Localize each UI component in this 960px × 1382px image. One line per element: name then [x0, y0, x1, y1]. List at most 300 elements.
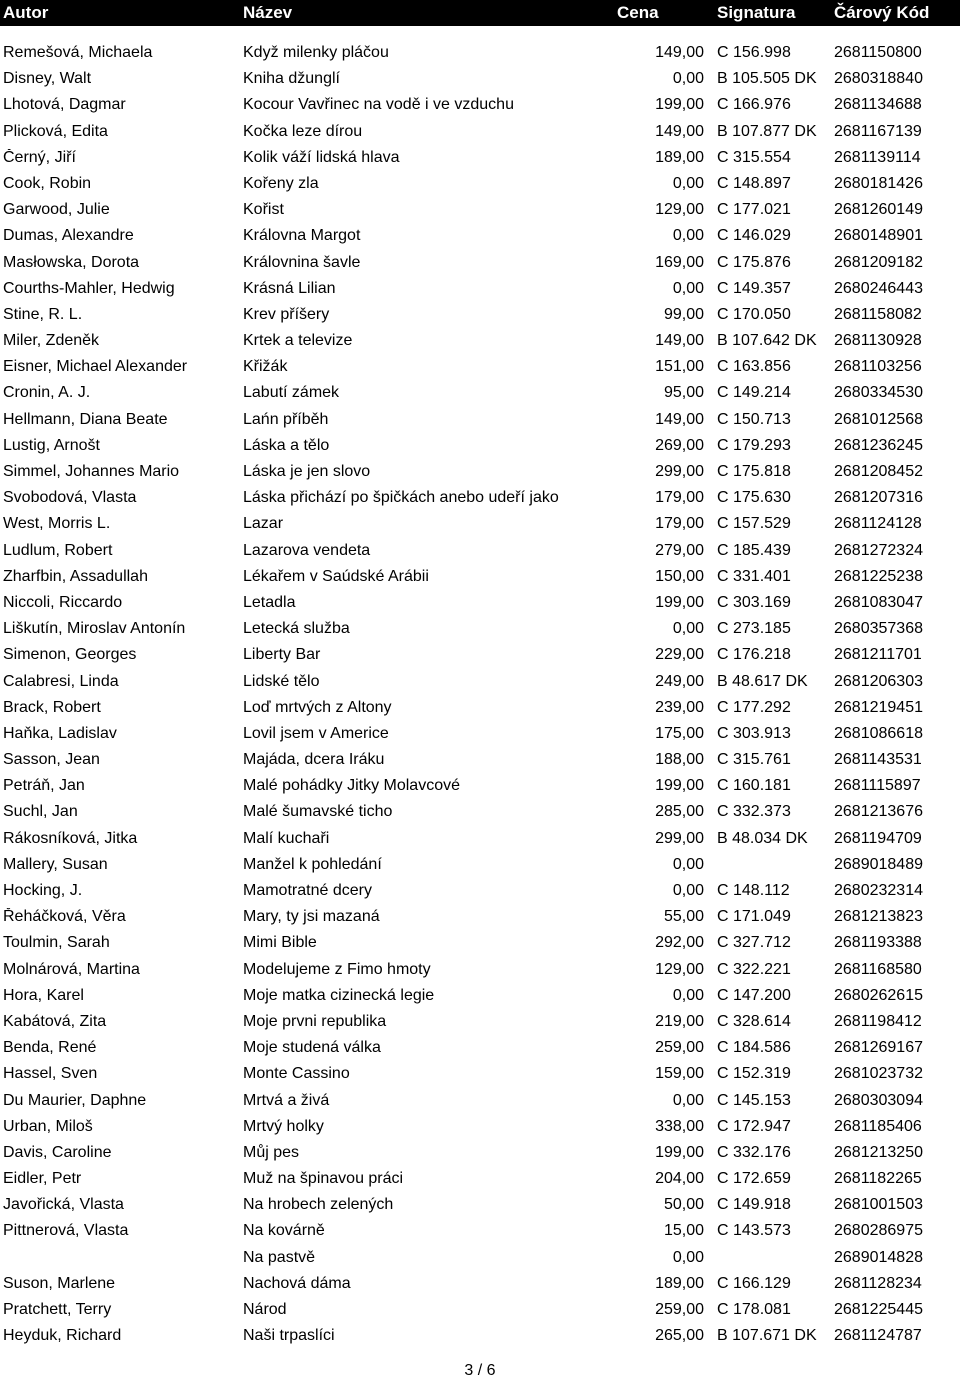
barcode-cell: 2681213250 — [834, 1143, 923, 1161]
author-cell: Hassel, Sven — [3, 1065, 98, 1083]
table-row — [0, 328, 960, 354]
author-cell: Brack, Robert — [3, 698, 101, 716]
author-cell: Urban, Miloš — [3, 1117, 93, 1135]
price-cell: 50,00 — [663, 1196, 704, 1214]
table-row — [0, 1140, 960, 1166]
title-cell: Lazar — [243, 515, 284, 533]
author-cell: Heyduk, Richard — [3, 1327, 122, 1345]
barcode-cell: 2681182265 — [834, 1170, 922, 1188]
title-cell: Kořist — [243, 201, 284, 219]
barcode-cell: 2681167139 — [834, 122, 922, 140]
title-cell: Krásná Lilian — [243, 279, 336, 297]
title-cell: Lańn příběh — [243, 410, 329, 428]
title-cell: Loď mrtvých z Altony — [243, 698, 392, 716]
barcode-cell: 2680246443 — [834, 279, 923, 297]
title-cell: Na hrobech zelených — [243, 1196, 394, 1214]
signature-cell: B 107.671 DK — [717, 1327, 817, 1345]
signature-cell: B 107.642 DK — [717, 332, 817, 350]
signature-cell: C 175.818 — [717, 463, 791, 480]
price-cell: 179,00 — [655, 515, 704, 533]
author-cell: Pittnerová, Vlasta — [3, 1222, 129, 1240]
signature-cell: B 48.034 DK — [717, 829, 808, 847]
price-cell: 159,00 — [655, 1065, 704, 1083]
price-cell: 179,00 — [655, 489, 704, 507]
price-cell: 299,00 — [655, 463, 704, 480]
title-cell: Naši trpaslíci — [243, 1327, 335, 1345]
price-cell: 269,00 — [655, 436, 704, 454]
table-row — [0, 223, 960, 249]
header-nazev: Název — [243, 3, 293, 22]
author-cell: Haňka, Ladislav — [3, 724, 117, 742]
signature-cell: C 143.573 — [717, 1222, 791, 1240]
author-cell: West, Morris L. — [3, 515, 111, 533]
title-cell: Krtek a televize — [243, 332, 353, 350]
barcode-cell: 2681225238 — [834, 567, 923, 585]
barcode-cell: 2681198412 — [834, 1012, 922, 1030]
title-cell: Láska je jen slovo — [243, 463, 371, 480]
header-signatura: Signatura — [717, 3, 796, 22]
price-cell: 229,00 — [655, 646, 704, 664]
price-cell: 279,00 — [655, 541, 704, 559]
author-cell: Pratchett, Terry — [3, 1301, 112, 1318]
signature-cell: C 273.185 — [717, 620, 791, 638]
table-row — [0, 92, 960, 118]
price-cell: 169,00 — [655, 253, 704, 271]
signature-cell: B 107.877 DK — [717, 122, 817, 140]
price-cell: 150,00 — [655, 567, 704, 585]
signature-cell: C 149.918 — [717, 1196, 791, 1214]
title-cell: Mrtvý holky — [243, 1117, 324, 1135]
signature-cell: B 48.617 DK — [717, 672, 808, 690]
title-cell: Můj pes — [243, 1143, 300, 1161]
price-cell: 338,00 — [655, 1117, 704, 1135]
table-row — [0, 616, 960, 642]
price-cell: 129,00 — [655, 960, 704, 978]
table-row — [0, 669, 960, 695]
table-row — [0, 1323, 960, 1349]
author-cell: Simenon, Georges — [3, 646, 137, 664]
barcode-cell: 2681115897 — [834, 777, 921, 795]
signature-cell: C 331.401 — [717, 567, 791, 585]
title-cell: Letadla — [243, 593, 296, 611]
barcode-cell: 2680334530 — [834, 384, 923, 402]
table-row — [0, 1061, 960, 1087]
table-row — [0, 407, 960, 433]
price-cell: 204,00 — [655, 1170, 704, 1188]
signature-cell: C 327.712 — [717, 934, 791, 952]
price-cell: 259,00 — [655, 1039, 704, 1057]
signature-cell: C 157.529 — [717, 515, 791, 533]
barcode-cell: 2681194709 — [834, 829, 922, 847]
title-cell: Modelujeme z Fimo hmoty — [243, 960, 431, 978]
table-row — [0, 799, 960, 825]
header-autor: Autor — [3, 3, 49, 22]
table-row — [0, 171, 960, 197]
table-row — [0, 354, 960, 380]
page-number: 3 / 6 — [464, 1362, 496, 1379]
barcode-cell: 2681206303 — [834, 672, 923, 690]
table-row — [0, 40, 960, 66]
barcode-cell: 2681023732 — [834, 1065, 923, 1083]
barcode-cell: 2681130928 — [834, 332, 922, 350]
author-cell: Lhotová, Dagmar — [3, 96, 126, 114]
barcode-cell: 2681211701 — [834, 646, 922, 664]
price-cell: 189,00 — [655, 1274, 704, 1292]
title-cell: Lovil jsem v Americe — [243, 724, 389, 742]
title-cell: Královnina šavle — [243, 253, 361, 271]
barcode-cell: 2681260149 — [834, 201, 923, 219]
price-cell: 149,00 — [655, 122, 704, 140]
price-cell: 219,00 — [655, 1012, 704, 1030]
price-cell: 0,00 — [672, 620, 704, 638]
signature-cell: C 185.439 — [717, 541, 791, 559]
price-cell: 0,00 — [672, 1248, 704, 1266]
price-cell: 0,00 — [672, 70, 704, 88]
price-cell: 0,00 — [672, 279, 704, 297]
price-cell: 95,00 — [663, 384, 704, 402]
table-row — [0, 930, 960, 956]
title-cell: Muž na špinavou práci — [243, 1170, 404, 1188]
author-cell: Mallery, Susan — [3, 855, 108, 873]
barcode-cell: 2681207316 — [834, 489, 923, 507]
price-cell: 15,00 — [663, 1222, 704, 1240]
barcode-cell: 2681193388 — [834, 934, 922, 952]
title-cell: Moje prvni republika — [243, 1012, 387, 1030]
price-cell: 199,00 — [655, 1143, 704, 1161]
signature-cell: C 177.021 — [717, 201, 791, 219]
price-cell: 55,00 — [663, 908, 704, 926]
header-kod: Čárový Kód — [834, 3, 930, 22]
barcode-cell: 2681236245 — [834, 436, 923, 454]
title-cell: Mimi Bible — [243, 934, 317, 952]
title-cell: Mary, ty jsi mazaná — [243, 908, 380, 926]
signature-cell: C 160.181 — [717, 777, 791, 795]
table-row — [0, 1088, 960, 1114]
title-cell: Lidské tělo — [243, 672, 320, 690]
barcode-cell: 2681139114 — [834, 148, 921, 166]
barcode-cell: 2680318840 — [834, 70, 923, 88]
title-cell: Kolik váží lidská hlava — [243, 148, 400, 166]
title-cell: Malé šumavské ticho — [243, 803, 393, 821]
table-row — [0, 250, 960, 276]
price-cell: 249,00 — [655, 672, 704, 690]
barcode-cell: 2681134688 — [834, 96, 922, 114]
signature-cell: C 156.998 — [717, 44, 791, 61]
table-row — [0, 642, 960, 668]
signature-cell: C 184.586 — [717, 1039, 791, 1057]
signature-cell: C 148.112 — [717, 882, 790, 899]
author-cell: Rákosníková, Jitka — [3, 829, 138, 847]
title-cell: Když milenky pláčou — [243, 44, 389, 61]
title-cell: Kocour Vavřinec na vodě i ve vzduchu — [243, 96, 514, 114]
barcode-cell: 2681168580 — [834, 960, 922, 978]
table-row — [0, 721, 960, 747]
signature-cell: C 172.947 — [717, 1117, 791, 1135]
barcode-cell: 2681269167 — [834, 1039, 923, 1057]
price-cell: 0,00 — [672, 227, 704, 245]
title-cell: Láska přichází po špičkách anebo udeří jako — [243, 489, 559, 507]
table-row — [0, 1192, 960, 1218]
signature-cell: C 163.856 — [717, 358, 791, 376]
signature-cell: C 175.876 — [717, 253, 791, 271]
table-row — [0, 145, 960, 171]
table-row — [0, 1218, 960, 1244]
author-cell: Molnárová, Martina — [3, 960, 140, 978]
table-row — [0, 1297, 960, 1323]
barcode-cell: 2681213823 — [834, 908, 923, 926]
barcode-cell: 2680181426 — [834, 174, 923, 192]
price-cell: 129,00 — [655, 201, 704, 219]
author-cell: Ludlum, Robert — [3, 541, 113, 559]
author-cell: Řeháčková, Věra — [3, 908, 126, 926]
author-cell: Disney, Walt — [3, 70, 92, 88]
price-cell: 199,00 — [655, 593, 704, 611]
table-body — [0, 40, 960, 1349]
barcode-cell: 2681124128 — [834, 515, 922, 533]
signature-cell: C 149.214 — [717, 384, 791, 402]
title-cell: Mrtvá a živá — [243, 1091, 330, 1109]
title-cell: Moje matka cizinecká legie — [243, 986, 435, 1004]
title-cell: Moje studená válka — [243, 1039, 381, 1057]
title-cell: Monte Cassino — [243, 1065, 350, 1083]
title-cell: Lékařem v Saúdské Arábii — [243, 567, 429, 585]
table-row — [0, 433, 960, 459]
table-row — [0, 276, 960, 302]
signature-cell: C 315.554 — [717, 148, 791, 166]
price-cell: 175,00 — [655, 724, 704, 742]
title-cell: Liberty Bar — [243, 646, 321, 664]
author-cell: Benda, René — [3, 1039, 97, 1057]
barcode-cell: 2681213676 — [834, 803, 923, 821]
author-cell: Lustig, Arnošt — [3, 436, 100, 454]
signature-cell: C 146.029 — [717, 227, 791, 245]
author-cell: Calabresi, Linda — [3, 672, 119, 690]
table-row — [0, 904, 960, 930]
title-cell: Manžel k pohledání — [243, 855, 382, 873]
barcode-cell: 2680232314 — [834, 882, 923, 899]
signature-cell: C 170.050 — [717, 305, 791, 323]
price-cell: 189,00 — [655, 148, 704, 166]
title-cell: Labutí zámek — [243, 384, 340, 402]
author-cell: Courths-Mahler, Hedwig — [3, 279, 175, 297]
author-cell: Suson, Marlene — [3, 1274, 116, 1292]
title-cell: Láska a tělo — [243, 436, 330, 454]
author-cell: Du Maurier, Daphne — [3, 1091, 147, 1109]
author-cell: Javořická, Vlasta — [3, 1196, 124, 1214]
author-cell: Cook, Robin — [3, 174, 92, 192]
author-cell: Toulmin, Sarah — [3, 934, 110, 952]
barcode-cell: 2680286975 — [834, 1222, 923, 1240]
price-cell: 299,00 — [655, 829, 704, 847]
title-cell: Na kovárně — [243, 1222, 325, 1240]
price-cell: 199,00 — [655, 96, 704, 114]
title-cell: Na pastvě — [243, 1248, 316, 1266]
title-cell: Národ — [243, 1301, 287, 1318]
barcode-cell: 2681209182 — [834, 253, 923, 271]
table-row — [0, 485, 960, 511]
title-cell: Malé pohádky Jitky Molavcové — [243, 777, 460, 795]
author-cell: Svobodová, Vlasta — [3, 489, 137, 507]
author-cell: Eidler, Petr — [3, 1170, 82, 1188]
author-cell: Hora, Karel — [3, 986, 84, 1004]
signature-cell: C 175.630 — [717, 489, 791, 507]
price-cell: 285,00 — [655, 803, 704, 821]
signature-cell: C 328.614 — [717, 1012, 791, 1030]
table-row — [0, 538, 960, 564]
table-row — [0, 1114, 960, 1140]
table-row — [0, 695, 960, 721]
price-cell: 149,00 — [655, 44, 704, 61]
table-row — [0, 1009, 960, 1035]
author-cell: Plicková, Edita — [3, 122, 108, 140]
price-cell: 265,00 — [655, 1327, 704, 1345]
table-row — [0, 380, 960, 406]
table-row — [0, 852, 960, 878]
barcode-cell: 2681158082 — [834, 305, 922, 323]
table-row — [0, 66, 960, 92]
barcode-cell: 2680303094 — [834, 1091, 923, 1109]
price-cell: 149,00 — [655, 332, 704, 350]
signature-cell: C 171.049 — [717, 908, 791, 926]
barcode-cell: 2681128234 — [834, 1274, 922, 1292]
table-row — [0, 119, 960, 145]
signature-cell: C 177.292 — [717, 698, 791, 716]
author-cell: Černý, Jiří — [3, 148, 76, 166]
title-cell: Kniha džunglí — [243, 70, 340, 88]
barcode-cell: 2680148901 — [834, 227, 923, 245]
price-cell: 99,00 — [663, 305, 704, 323]
signature-cell: C 166.129 — [717, 1274, 791, 1292]
barcode-cell: 2681208452 — [834, 463, 923, 480]
barcode-cell: 2680262615 — [834, 986, 923, 1004]
signature-cell: C 152.319 — [717, 1065, 791, 1083]
price-cell: 188,00 — [655, 751, 704, 769]
author-cell: Suchl, Jan — [3, 803, 78, 821]
barcode-cell: 2681001503 — [834, 1196, 923, 1214]
author-cell: Petráň, Jan — [3, 777, 85, 795]
signature-cell: C 322.221 — [717, 960, 791, 978]
table-row — [0, 1245, 960, 1271]
author-cell: Cronin, A. J. — [3, 384, 91, 402]
signature-cell: C 150.713 — [717, 410, 791, 428]
price-cell: 292,00 — [655, 934, 704, 952]
table-row — [0, 590, 960, 616]
table-header — [0, 0, 960, 26]
author-cell: Niccoli, Riccardo — [3, 593, 123, 611]
price-cell: 0,00 — [672, 986, 704, 1004]
header-cena: Cena — [617, 3, 659, 22]
price-cell: 259,00 — [655, 1301, 704, 1318]
table-row — [0, 747, 960, 773]
table-row — [0, 302, 960, 328]
price-cell: 0,00 — [672, 855, 704, 873]
author-cell: Eisner, Michael Alexander — [3, 358, 188, 376]
signature-cell: C 172.659 — [717, 1170, 791, 1188]
price-cell: 149,00 — [655, 410, 704, 428]
table-row — [0, 773, 960, 799]
table-row — [0, 1271, 960, 1297]
barcode-cell: 2681185406 — [834, 1117, 922, 1135]
title-cell: Majáda, dcera Iráku — [243, 751, 385, 769]
signature-cell: C 178.081 — [717, 1301, 791, 1318]
barcode-cell: 2681225445 — [834, 1301, 923, 1318]
author-cell: Garwood, Julie — [3, 201, 110, 219]
barcode-cell: 2681012568 — [834, 410, 923, 428]
signature-cell: C 315.761 — [717, 751, 791, 769]
title-cell: Nachová dáma — [243, 1274, 351, 1292]
barcode-cell: 2681143531 — [834, 751, 922, 769]
signature-cell: B 105.505 DK — [717, 70, 817, 88]
signature-cell: C 179.293 — [717, 436, 791, 454]
signature-cell: C 145.153 — [717, 1091, 791, 1109]
signature-cell: C 303.169 — [717, 593, 791, 611]
barcode-cell: 2681103256 — [834, 358, 922, 376]
barcode-cell: 2689018489 — [834, 855, 923, 873]
price-cell: 0,00 — [672, 882, 704, 899]
signature-cell: C 332.373 — [717, 803, 791, 821]
author-cell: Masłowska, Dorota — [3, 253, 140, 271]
signature-cell: C 303.913 — [717, 724, 791, 742]
title-cell: Lazarova vendeta — [243, 541, 371, 559]
title-cell: Letecká služba — [243, 620, 350, 638]
table-row — [0, 511, 960, 537]
barcode-cell: 2681124787 — [834, 1327, 922, 1345]
table-row — [0, 826, 960, 852]
price-cell: 199,00 — [655, 777, 704, 795]
title-cell: Křižák — [243, 358, 288, 376]
barcode-cell: 2680357368 — [834, 620, 923, 638]
signature-cell: C 148.897 — [717, 174, 791, 192]
author-cell: Kabátová, Zita — [3, 1012, 107, 1030]
table-row — [0, 197, 960, 223]
author-cell: Hellmann, Diana Beate — [3, 410, 168, 428]
table-row — [0, 564, 960, 590]
author-cell: Hocking, J. — [3, 882, 83, 899]
table-row — [0, 983, 960, 1009]
table-row — [0, 1035, 960, 1061]
author-cell: Miler, Zdeněk — [3, 332, 100, 350]
table-row — [0, 878, 960, 904]
price-cell: 239,00 — [655, 698, 704, 716]
table-row — [0, 459, 960, 485]
author-cell: Zharfbin, Assadullah — [3, 567, 148, 585]
title-cell: Mamotratné dcery — [243, 882, 372, 899]
barcode-cell: 2681219451 — [834, 698, 923, 716]
price-cell: 151,00 — [655, 358, 704, 376]
signature-cell: C 147.200 — [717, 986, 791, 1004]
barcode-cell: 2681083047 — [834, 593, 923, 611]
barcode-cell: 2689014828 — [834, 1248, 923, 1266]
table-row — [0, 1166, 960, 1192]
title-cell: Malí kuchaři — [243, 829, 330, 847]
signature-cell: C 149.357 — [717, 279, 791, 297]
signature-cell: C 166.976 — [717, 96, 791, 114]
price-cell: 0,00 — [672, 1091, 704, 1109]
signature-cell: C 332.176 — [717, 1143, 791, 1161]
author-cell: Stine, R. L. — [3, 305, 83, 323]
price-cell: 0,00 — [672, 174, 704, 192]
title-cell: Královna Margot — [243, 227, 361, 245]
author-cell: Simmel, Johannes Mario — [3, 463, 180, 480]
author-cell: Davis, Caroline — [3, 1143, 112, 1161]
barcode-cell: 2681086618 — [834, 724, 923, 742]
title-cell: Krev příšery — [243, 305, 330, 323]
title-cell: Kořeny zla — [243, 174, 319, 192]
barcode-cell: 2681272324 — [834, 541, 923, 559]
table-row — [0, 957, 960, 983]
title-cell: Kočka leze dírou — [243, 122, 363, 140]
signature-cell: C 176.218 — [717, 646, 791, 664]
